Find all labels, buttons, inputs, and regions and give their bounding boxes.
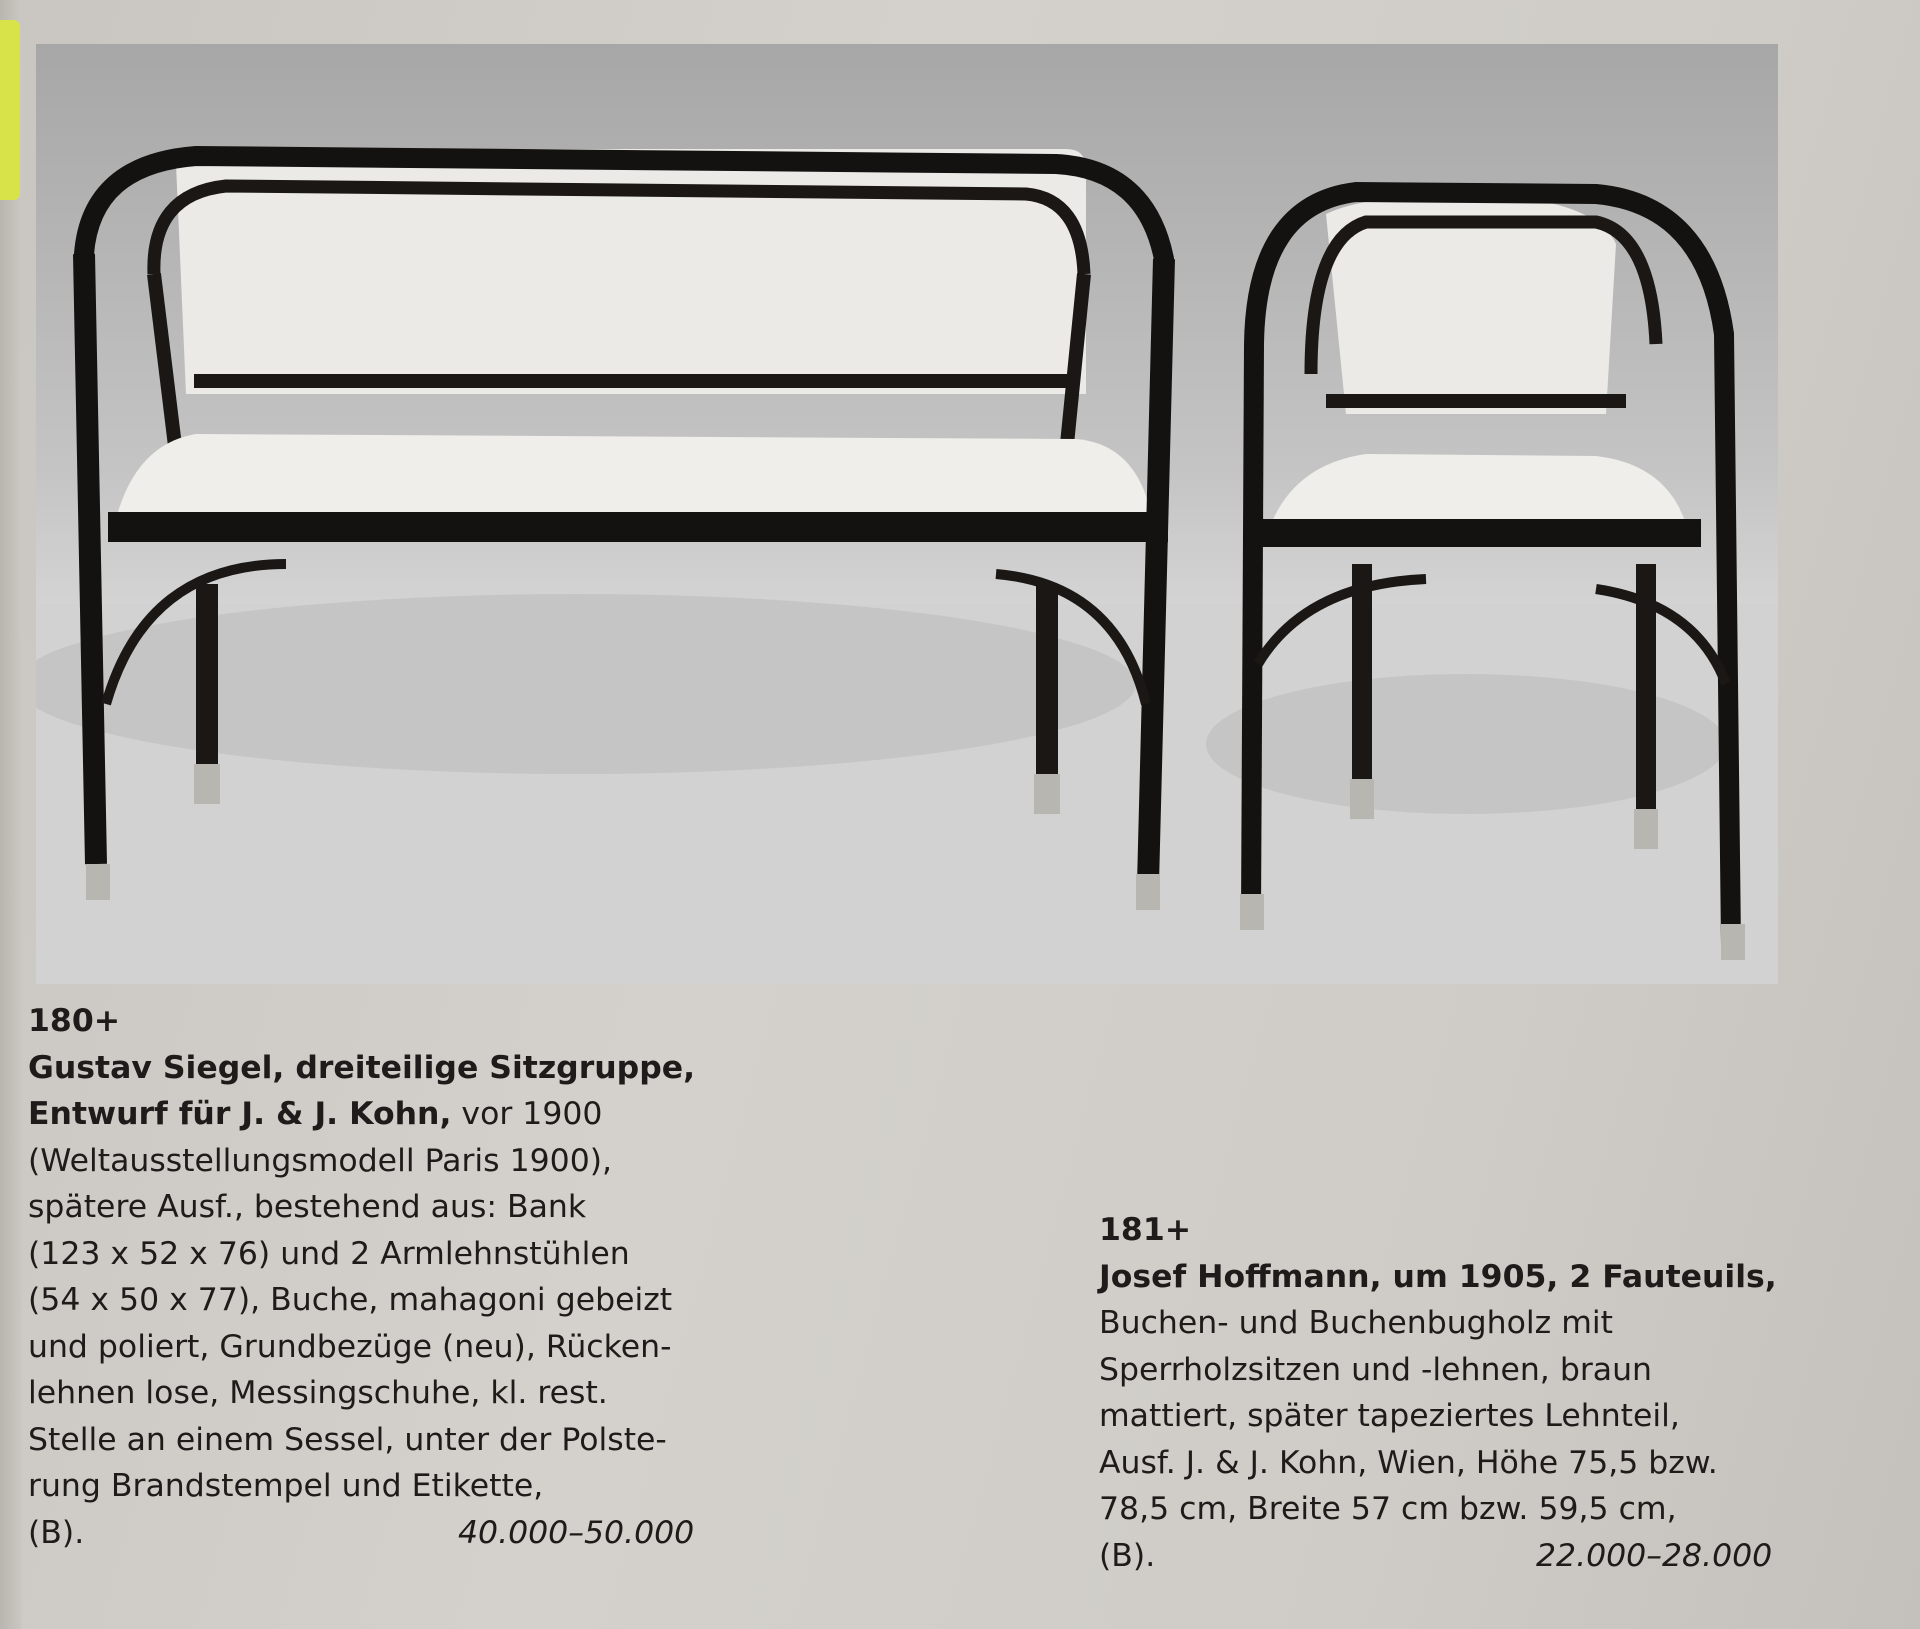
lot-181-entry [1099,1207,1799,1579]
description-line: (Weltausstellungsmodell Paris 1900), [28,1142,613,1179]
lot-title: Gustav Siegel, dreiteilige Sitzgruppe, [28,1049,696,1086]
sticky-note-tab [0,20,20,200]
lot-180-entry [28,998,728,1556]
description-last-line [1099,1533,1799,1580]
description-line: und poliert, Grundbezüge (neu), Rücken- [28,1328,672,1365]
lot-number: 180+ [28,1003,121,1039]
estimate-price: 40.000–50.000 [458,1514,695,1551]
furniture-photo-illustration [36,44,1778,984]
estimate-price: 22.000–28.000 [1536,1537,1773,1574]
description-line: spätere Ausf., bestehend aus: Bank [28,1189,587,1225]
description-line: (54 x 50 x 77), Buche, mahagoni gebeizt [28,1282,673,1318]
description-line: Ausf. J. & J. Kohn, Wien, Höhe 75,5 bzw. [1099,1444,1718,1481]
lot-title: Josef Hoffmann, um 1905, 2 Fauteuils, [1099,1258,1777,1295]
page-edge [0,0,22,1629]
description-closing: (B). [1099,1537,1156,1574]
description-line: lehnen lose, Messingschuhe, kl. rest. [28,1375,608,1411]
description-line: (123 x 52 x 76) und 2 Armlehnstühlen [28,1235,630,1272]
description-line: Buchen- und Buchenbugholz mit [1099,1305,1613,1341]
lot-number: 181+ [1099,1212,1192,1248]
description-line: Stelle an einem Sessel, unter der Polste- [28,1421,667,1458]
description-line: rung Brandstempel und Etikette, [28,1468,544,1504]
description-closing: (B). [28,1514,85,1551]
catalog-photo [36,44,1778,984]
lot-title-bold: Entwurf für J. & J. Kohn, [28,1096,452,1132]
lot-title-line2 [28,1091,728,1138]
lot-title-date: vor 1900 [451,1096,603,1132]
description-last-line [28,1510,728,1557]
description-line: Sperrholzsitzen und -lehnen, braun [1099,1351,1653,1388]
description-line: 78,5 cm, Breite 57 cm bzw. 59,5 cm, [1099,1491,1677,1527]
description-line: mattiert, später tapeziertes Lehnteil, [1099,1398,1680,1434]
